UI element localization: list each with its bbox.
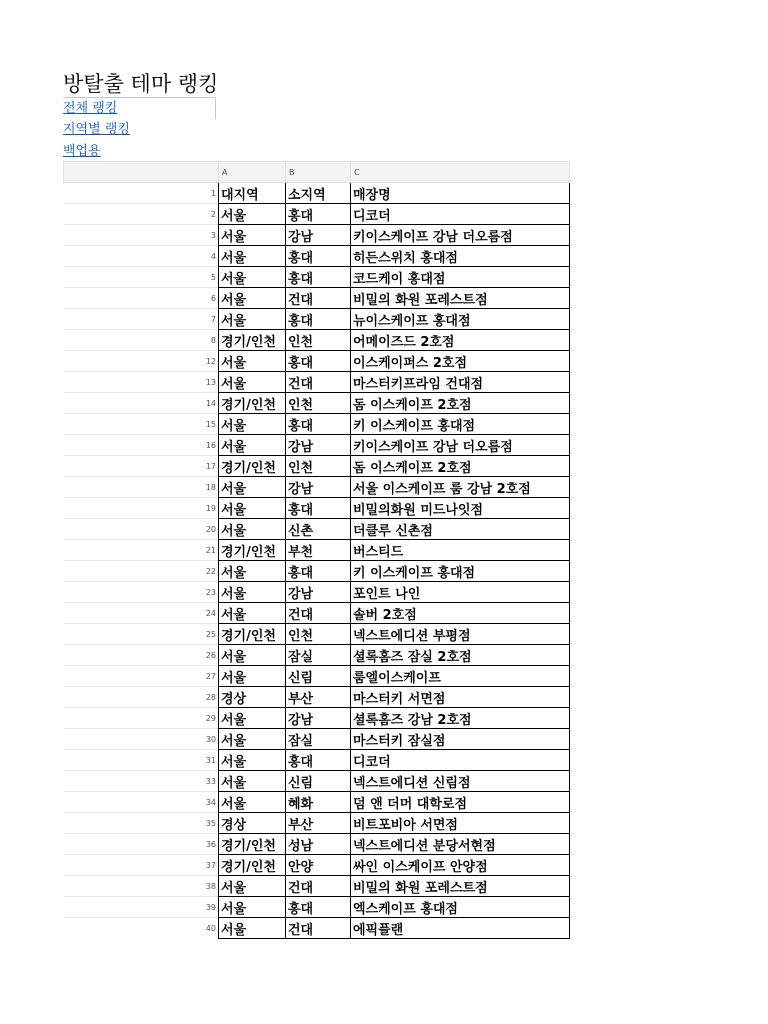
table-row [64, 792, 570, 813]
cell-subregion[interactable]: 인천 [286, 393, 351, 414]
row-number[interactable]: 13 [64, 372, 219, 393]
cell-subregion[interactable]: 강남 [286, 708, 351, 729]
table-row [64, 498, 570, 519]
cell-store-name[interactable]: 비밀의화원 미드나잇점 [351, 498, 570, 519]
row-number[interactable]: 33 [64, 771, 219, 792]
cell-subregion[interactable]: 강남 [286, 582, 351, 603]
cell-region[interactable]: 서울 [219, 351, 286, 372]
cell-region[interactable]: 서울 [219, 708, 286, 729]
column-header-a[interactable]: A [219, 162, 286, 183]
cell-store-name[interactable]: 엑스케이프 홍대점 [351, 897, 570, 918]
table-row [64, 519, 570, 540]
row-number[interactable]: 30 [64, 729, 219, 750]
row-number[interactable]: 36 [64, 834, 219, 855]
cell-store-name[interactable]: 키이스케이프 강남 더오름점 [351, 225, 570, 246]
cell-subregion[interactable]: 신림 [286, 666, 351, 687]
cell-subregion[interactable]: 강남 [286, 477, 351, 498]
cell-subregion[interactable]: 홍대 [286, 897, 351, 918]
cell-store-name[interactable]: 셜록홈즈 잠실 2호점 [351, 645, 570, 666]
row-number[interactable]: 26 [64, 645, 219, 666]
cell-subregion[interactable]: 신촌 [286, 519, 351, 540]
sheet-links [63, 97, 216, 163]
cell-subregion[interactable]: 강남 [286, 435, 351, 456]
table-row [64, 687, 570, 708]
table-row [64, 414, 570, 435]
table-row [64, 897, 570, 918]
table-row [64, 225, 570, 246]
cell-region[interactable]: 서울 [219, 519, 286, 540]
cell-store-name[interactable]: 더클루 신촌점 [351, 519, 570, 540]
table-row [64, 393, 570, 414]
row-number[interactable]: 40 [64, 918, 219, 939]
page-title: 방탈출 테마 랭킹 [63, 72, 219, 96]
cell-subregion[interactable]: 혜화 [286, 792, 351, 813]
cell-subregion[interactable]: 홍대 [286, 351, 351, 372]
cell-region[interactable]: 서울 [219, 267, 286, 288]
cell-store-name[interactable]: 어메이즈드 2호점 [351, 330, 570, 351]
row-number[interactable]: 12 [64, 351, 219, 372]
row-number[interactable]: 37 [64, 855, 219, 876]
cell-subregion[interactable]: 홍대 [286, 267, 351, 288]
table-row [64, 918, 570, 939]
row-number[interactable]: 25 [64, 624, 219, 645]
cell-region[interactable]: 서울 [219, 918, 286, 939]
cell-region[interactable]: 서울 [219, 309, 286, 330]
cell-store-name[interactable]: 돔 이스케이프 2호점 [351, 456, 570, 477]
cell-region[interactable]: 서울 [219, 435, 286, 456]
cell-subregion[interactable]: 부천 [286, 540, 351, 561]
table-row [64, 372, 570, 393]
cell-store-name[interactable]: 코드케이 홍대점 [351, 267, 570, 288]
sheet-body [64, 183, 570, 939]
cell-store-name[interactable]: 매장명 [351, 183, 570, 204]
table-row [64, 582, 570, 603]
table-row [64, 561, 570, 582]
table-row [64, 771, 570, 792]
cell-region[interactable]: 서울 [219, 771, 286, 792]
row-number[interactable]: 31 [64, 750, 219, 771]
table-row [64, 477, 570, 498]
table-row [64, 729, 570, 750]
cell-subregion[interactable]: 성남 [286, 834, 351, 855]
sheet-grid [63, 161, 570, 939]
cell-region[interactable]: 서울 [219, 750, 286, 771]
row-number[interactable]: 27 [64, 666, 219, 687]
table-row [64, 813, 570, 834]
row-number[interactable]: 21 [64, 540, 219, 561]
row-number[interactable]: 22 [64, 561, 219, 582]
row-number[interactable]: 8 [64, 330, 219, 351]
cell-subregion[interactable]: 건대 [286, 372, 351, 393]
cell-store-name[interactable]: 넥스트에디션 분당서현점 [351, 834, 570, 855]
table-row [64, 603, 570, 624]
cell-store-name[interactable]: 룸엘이스케이프 [351, 666, 570, 687]
row-number[interactable]: 1 [64, 183, 219, 204]
cell-store-name[interactable]: 뉴이스케이프 홍대점 [351, 309, 570, 330]
row-number[interactable]: 20 [64, 519, 219, 540]
cell-store-name[interactable]: 디코더 [351, 750, 570, 771]
cell-store-name[interactable]: 히든스위치 홍대점 [351, 246, 570, 267]
cell-subregion[interactable]: 홍대 [286, 309, 351, 330]
row-number[interactable]: 28 [64, 687, 219, 708]
column-header-c[interactable]: C [351, 162, 570, 183]
cell-store-name[interactable]: 키 이스케이프 홍대점 [351, 414, 570, 435]
row-number[interactable]: 29 [64, 708, 219, 729]
cell-store-name[interactable]: 덤 앤 더머 대학로점 [351, 792, 570, 813]
table-row [64, 708, 570, 729]
table-row [64, 435, 570, 456]
row-number[interactable]: 19 [64, 498, 219, 519]
cell-subregion[interactable]: 건대 [286, 288, 351, 309]
corner-header [64, 162, 219, 183]
cell-subregion[interactable]: 안양 [286, 855, 351, 876]
table-row [64, 309, 570, 330]
cell-region[interactable]: 경기/인천 [219, 540, 286, 561]
cell-store-name[interactable]: 싸인 이스케이프 안양점 [351, 855, 570, 876]
cell-region[interactable]: 서울 [219, 792, 286, 813]
row-number[interactable]: 2 [64, 204, 219, 225]
table-row [64, 855, 570, 876]
cell-region[interactable]: 경기/인천 [219, 330, 286, 351]
row-number[interactable]: 38 [64, 876, 219, 897]
cell-subregion[interactable]: 인천 [286, 624, 351, 645]
cell-store-name[interactable]: 서울 이스케이프 룸 강남 2호점 [351, 477, 570, 498]
cell-subregion[interactable]: 홍대 [286, 498, 351, 519]
cell-store-name[interactable]: 셜록홈즈 강남 2호점 [351, 708, 570, 729]
column-header-row [64, 162, 570, 183]
row-number[interactable]: 35 [64, 813, 219, 834]
cell-region[interactable]: 서울 [219, 666, 286, 687]
cell-region[interactable]: 경기/인천 [219, 456, 286, 477]
cell-store-name[interactable]: 넥스트에디션 신림점 [351, 771, 570, 792]
cell-region[interactable]: 서울 [219, 204, 286, 225]
cell-region[interactable]: 서울 [219, 645, 286, 666]
table-row [64, 540, 570, 561]
cell-subregion[interactable]: 홍대 [286, 246, 351, 267]
cell-region[interactable]: 서울 [219, 561, 286, 582]
cell-region[interactable]: 서울 [219, 582, 286, 603]
cell-store-name[interactable]: 키 이스케이프 홍대점 [351, 561, 570, 582]
table-row [64, 624, 570, 645]
row-number[interactable]: 23 [64, 582, 219, 603]
table-row [64, 351, 570, 372]
table-row [64, 288, 570, 309]
row-number[interactable]: 34 [64, 792, 219, 813]
table-row [64, 267, 570, 288]
cell-subregion[interactable]: 소지역 [286, 183, 351, 204]
row-number[interactable]: 7 [64, 309, 219, 330]
table-row [64, 246, 570, 267]
cell-region[interactable]: 대지역 [219, 183, 286, 204]
cell-region[interactable]: 경상 [219, 687, 286, 708]
cell-store-name[interactable]: 돔 이스케이프 2호점 [351, 393, 570, 414]
table-row [64, 204, 570, 225]
cell-region[interactable]: 서울 [219, 876, 286, 897]
cell-store-name[interactable]: 포인트 나인 [351, 582, 570, 603]
cell-subregion[interactable]: 인천 [286, 330, 351, 351]
row-number[interactable]: 14 [64, 393, 219, 414]
table-row [64, 330, 570, 351]
cell-subregion[interactable]: 홍대 [286, 750, 351, 771]
cell-store-name[interactable]: 버스티드 [351, 540, 570, 561]
cell-region[interactable]: 서울 [219, 603, 286, 624]
table-row [64, 645, 570, 666]
cell-subregion[interactable]: 건대 [286, 876, 351, 897]
cell-region[interactable]: 서울 [219, 477, 286, 498]
row-number[interactable]: 5 [64, 267, 219, 288]
cell-region[interactable]: 경기/인천 [219, 393, 286, 414]
cell-subregion[interactable]: 홍대 [286, 414, 351, 435]
cell-subregion[interactable]: 건대 [286, 603, 351, 624]
link-all-ranking[interactable]: 전체 랭킹 [63, 97, 216, 119]
cell-store-name[interactable]: 에픽플랜 [351, 918, 570, 939]
cell-store-name[interactable]: 디코더 [351, 204, 570, 225]
cell-region[interactable]: 서울 [219, 288, 286, 309]
cell-store-name[interactable]: 마스터키프라임 건대점 [351, 372, 570, 393]
cell-subregion[interactable]: 부산 [286, 687, 351, 708]
row-number[interactable]: 4 [64, 246, 219, 267]
cell-region[interactable]: 경기/인천 [219, 624, 286, 645]
cell-region[interactable]: 서울 [219, 246, 286, 267]
cell-region[interactable]: 서울 [219, 498, 286, 519]
cell-region[interactable]: 경기/인천 [219, 855, 286, 876]
cell-store-name[interactable]: 솔버 2호점 [351, 603, 570, 624]
cell-subregion[interactable]: 홍대 [286, 204, 351, 225]
cell-store-name[interactable]: 이스케이퍼스 2호점 [351, 351, 570, 372]
cell-subregion[interactable]: 잠실 [286, 645, 351, 666]
cell-store-name[interactable]: 비밀의 화원 포레스트점 [351, 876, 570, 897]
cell-subregion[interactable]: 신림 [286, 771, 351, 792]
table-row [64, 456, 570, 477]
cell-subregion[interactable]: 인천 [286, 456, 351, 477]
row-number[interactable]: 17 [64, 456, 219, 477]
row-number[interactable]: 39 [64, 897, 219, 918]
link-backup[interactable]: 백업용 [63, 144, 101, 159]
cell-region[interactable]: 서울 [219, 414, 286, 435]
table-row [64, 876, 570, 897]
cell-region[interactable]: 서울 [219, 897, 286, 918]
cell-subregion[interactable]: 잠실 [286, 729, 351, 750]
cell-subregion[interactable]: 건대 [286, 918, 351, 939]
cell-store-name[interactable]: 비밀의 화원 포레스트점 [351, 288, 570, 309]
cell-subregion[interactable]: 강남 [286, 225, 351, 246]
row-number[interactable]: 24 [64, 603, 219, 624]
cell-region[interactable]: 서울 [219, 225, 286, 246]
cell-region[interactable]: 서울 [219, 729, 286, 750]
cell-subregion[interactable]: 부산 [286, 813, 351, 834]
cell-region[interactable]: 서울 [219, 372, 286, 393]
row-number[interactable]: 16 [64, 435, 219, 456]
row-number[interactable]: 6 [64, 288, 219, 309]
table-row [64, 666, 570, 687]
table-row [64, 750, 570, 771]
row-number[interactable]: 15 [64, 414, 219, 435]
cell-store-name[interactable]: 넥스트에디션 부평점 [351, 624, 570, 645]
column-header-b[interactable]: B [286, 162, 351, 183]
row-number[interactable]: 18 [64, 477, 219, 498]
table-row [64, 183, 570, 204]
link-region-ranking[interactable]: 지역별 랭킹 [63, 122, 130, 137]
cell-store-name[interactable]: 키이스케이프 강남 더오름점 [351, 435, 570, 456]
cell-store-name[interactable]: 비트포비아 서면점 [351, 813, 570, 834]
cell-store-name[interactable]: 마스터키 서면점 [351, 687, 570, 708]
table-row [64, 834, 570, 855]
cell-store-name[interactable]: 마스터키 잠실점 [351, 729, 570, 750]
cell-subregion[interactable]: 홍대 [286, 561, 351, 582]
cell-region[interactable]: 경기/인천 [219, 834, 286, 855]
row-number[interactable]: 3 [64, 225, 219, 246]
cell-region[interactable]: 경상 [219, 813, 286, 834]
